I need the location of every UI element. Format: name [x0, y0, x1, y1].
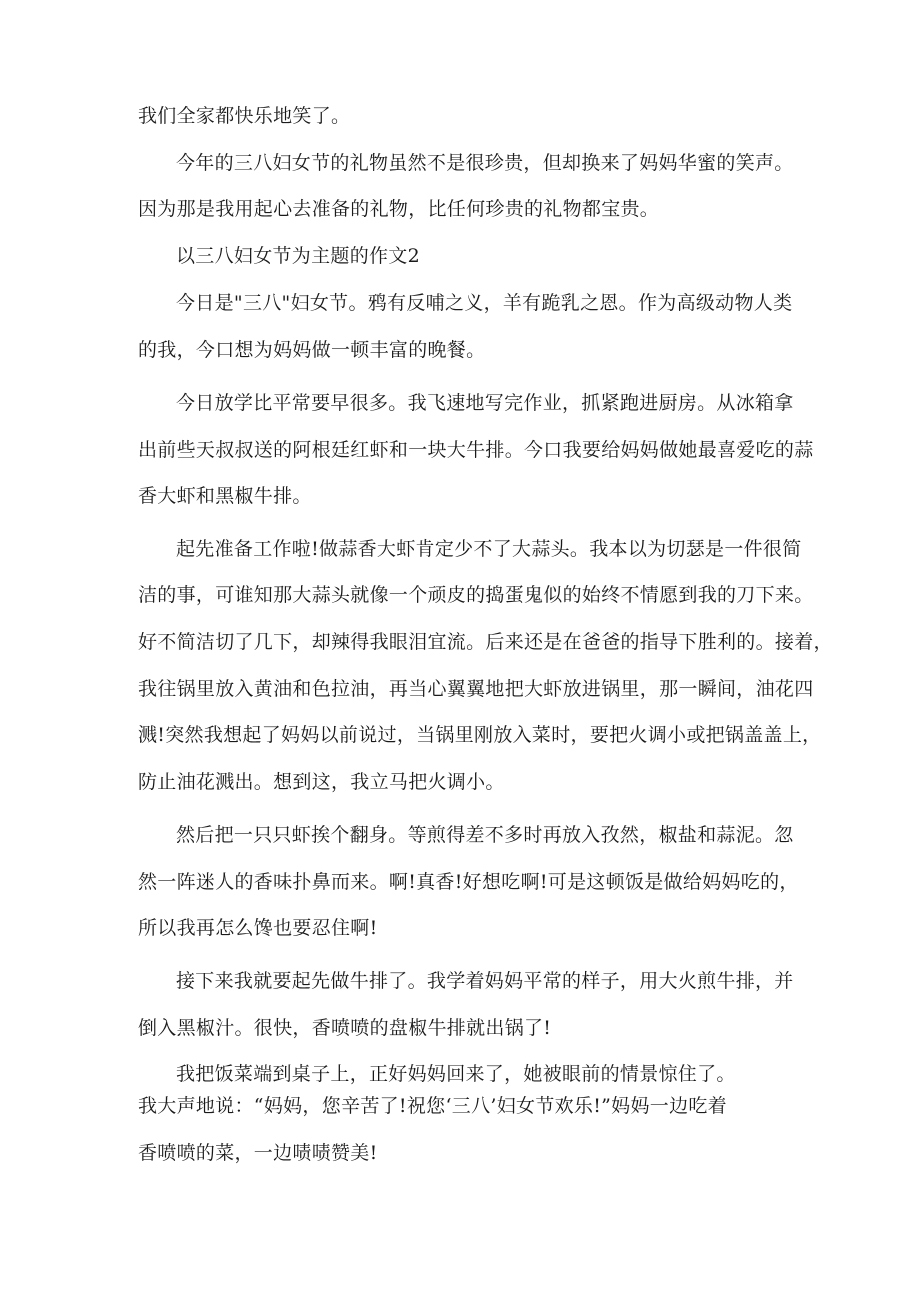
text-line: 好不简洁切了几下，却辣得我眼泪宜流。后来还是在爸爸的指导下胜利的。接着， [138, 631, 833, 653]
text-line: 然后把一只只虾挨个翻身。等煎得差不多时再放入孜然，椒盐和蒜泥。忽 [176, 824, 794, 846]
text-line: 今日放学比平常要早很多。我飞速地写完作业，抓紧跑进厨房。从冰箱拿 [176, 392, 794, 414]
text-line: 香喷喷的菜，一边啧啧赞美! [138, 1142, 378, 1164]
text-line: 我们全家都快乐地笑了。 [138, 105, 351, 127]
text-line: 起先准备工作啦!做蒜香大虾肯定少不了大蒜头。我本以为切瑟是一件很简 [176, 538, 802, 560]
text-line: 然一阵迷人的香味扑鼻而来。啊!真香!好想吃啊!可是这顿饭是做给妈妈吃的， [138, 871, 799, 893]
text-line: 今年的三八妇女节的礼物虽然不是很珍贵，但却换来了妈妈华蜜的笑声。 [176, 152, 794, 174]
text-line: 接下来我就要起先做牛排了。我学着妈妈平常的样子，用大火煎牛排，并 [176, 970, 794, 992]
text-line: 倒入黑椒汁。很快，香喷喷的盘椒牛排就出锅了! [138, 1017, 552, 1039]
text-line: 香大虾和黑椒牛排。 [138, 485, 312, 507]
text-line: 我往锅里放入黄油和色拉油，再当心翼翼地把大虾放进锅里，那一瞬间，油花四 [138, 678, 814, 700]
text-line: 出前些天叔叔送的阿根廷红虾和一块大牛排。今口我要给妈妈做她最喜爱吃的蒜 [138, 439, 814, 461]
section-heading: 以三八妇女节为主题的作文2 [176, 245, 420, 267]
text-line: 我把饭菜端到桌子上，正好妈妈回来了，她被眼前的情景惊住了。 [176, 1063, 736, 1085]
text-line: 防止油花溅出。想到这，我立马把火调小。 [138, 771, 505, 793]
text-line: 洁的事，可谁知那大蒜头就像一个顽皮的捣蛋鬼似的始终不情愿到我的刀下来。 [138, 584, 814, 606]
text-line: 所以我再怎么馋也要忍住啊! [138, 917, 378, 939]
text-line: 今日是"三八"妇女节。鸦有反哺之义，羊有跪乳之恩。作为高级动物人类 [176, 292, 793, 314]
text-line: 的我，今口想为妈妈做一顿丰富的晚餐。 [138, 339, 486, 361]
text-line: 我大声地说：“妈妈，您辛苦了!祝您‘三八’妇女节欢乐!”妈妈一边吃着 [138, 1095, 727, 1117]
text-line: 溅!突然我想起了妈妈以前说过，当锅里刚放入菜时，要把火调小或把锅盖盖上， [138, 724, 822, 746]
text-line: 因为那是我用起心去准备的礼物，比任何珍贵的礼物都宝贵。 [138, 198, 660, 220]
